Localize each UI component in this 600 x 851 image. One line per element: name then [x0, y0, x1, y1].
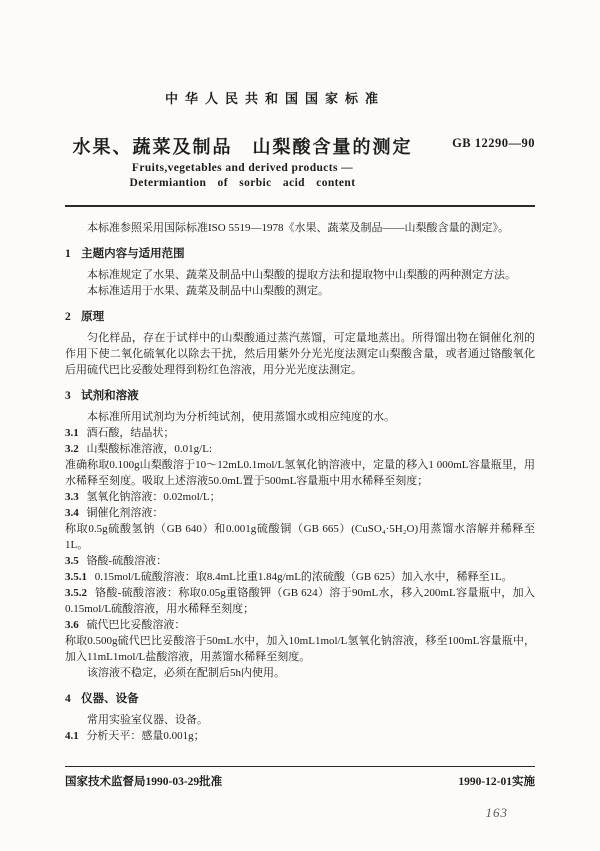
clause-number: 3.5.2	[65, 587, 87, 599]
document-body	[65, 220, 535, 744]
paragraph: 本标准适用于水果、蔬菜及制品中山梨酸的测定。	[87, 285, 329, 297]
clause-3-1	[65, 425, 535, 441]
paragraph: 该溶液不稳定，必须在配制后5h内使用。	[87, 667, 285, 679]
clause-number: 3.5	[65, 555, 79, 567]
title-row	[65, 133, 535, 159]
org-title: 中华人民共和国国家标准	[164, 91, 385, 106]
paragraph: 称取0.5g硫酸氢钠（GB 640）和0.001g硫酸铜（GB 665）(CuSO₄·5H₂O)用蒸馏水溶解并稀释至1L。	[65, 523, 535, 551]
intro-paragraph: 本标准参照采用国际标准ISO 5519—1978《水果、蔬菜及制品——山梨酸含量的测定》。	[87, 222, 509, 234]
section-number: 3	[65, 390, 71, 402]
paragraph: 匀化样品，存在于试样中的山梨酸通过蒸汽蒸馏，可定量地蒸出。所得馏出物在铜催化剂的作用下使二氧化硫氧化以除去干扰，然后用紫外分光光度法测定山梨酸含量，或者通过铬酸氧化后用硫代巴比妥酸处理得到粉红色溶液，用分光光度法测定。	[65, 332, 535, 376]
clause-text: 分析天平：感量0.001g；	[86, 730, 205, 742]
section-number: 2	[65, 311, 71, 323]
clause-number: 3.1	[65, 427, 79, 439]
clause-3-6	[65, 617, 535, 633]
paragraph: 本标准所用试剂均为分析纯试剂，使用蒸馏水或相应纯度的水。	[87, 411, 395, 423]
clause-3-5-1	[65, 569, 535, 585]
clause-text: 铜催化剂溶液：	[86, 507, 164, 519]
section-number: 4	[65, 693, 71, 705]
clause-number: 3.2	[65, 443, 79, 455]
clause-number: 3.4	[65, 507, 79, 519]
section-number: 1	[65, 248, 71, 260]
page-number: 163	[485, 805, 508, 820]
section-title: 试剂和溶液	[81, 390, 139, 402]
section-2-heading	[65, 309, 535, 325]
subtitle-en-line1: Fruits,vegetables and derived products —	[131, 162, 354, 174]
footer-approval: 国家技术监督局1990-03-29批准	[65, 776, 223, 788]
clause-text: 0.15mol/L硫酸溶液：取8.4mL比重1.84g/mL的浓硫酸（GB 625）加入水中，稀释至1L。	[94, 571, 513, 583]
clause-number: 4.1	[65, 730, 79, 742]
clause-3-3	[65, 489, 535, 505]
clause-text: 铬酸-硫酸溶液：称取0.05g重铬酸钾（GB 624）溶于90mL水，移入200mL容量瓶中，加入0.15mol/L硫酸溶液，用水稀释至刻度；	[65, 587, 535, 615]
section-title: 主题内容与适用范围	[81, 248, 185, 260]
subtitle-en-line2: Determiantion of sorbic acid content	[129, 177, 356, 189]
standard-code: GB 12290—90	[452, 136, 535, 150]
header-rule	[65, 205, 535, 207]
section-1-heading	[65, 246, 535, 262]
section-title: 原理	[81, 311, 105, 323]
paragraph: 称取0.500g硫代巴比妥酸溶于50mL水中，加入10mL1mol/L氢氧化钠溶液，移至100mL容量瓶中，加入11mL1mol/L盐酸溶液，用蒸馏水稀释至刻度。	[65, 635, 535, 663]
section-4-heading	[65, 691, 535, 707]
clause-text: 酒石酸，结晶状；	[86, 427, 175, 439]
clause-text: 铬酸-硫酸溶液：	[86, 555, 168, 567]
paragraph: 常用实验室仪器、设备。	[87, 714, 208, 726]
clause-number: 3.6	[65, 619, 79, 631]
clause-3-5	[65, 553, 535, 569]
clause-text: 氢氧化钠溶液：0.02mol/L；	[86, 491, 221, 503]
clause-number: 3.3	[65, 491, 79, 503]
clause-4-1	[65, 728, 535, 744]
paragraph: 本标准规定了水果、蔬菜及制品中山梨酸的提取方法和提取物中山梨酸的两种测定方法。	[87, 269, 516, 281]
clause-text: 山梨酸标准溶液，0.01g/L:	[86, 443, 213, 455]
clause-3-2	[65, 441, 535, 457]
clause-3-5-2	[65, 585, 535, 617]
section-3-heading	[65, 388, 535, 404]
document-footer	[65, 766, 535, 789]
doc-title: 水果、蔬菜及制品 山梨酸含量的测定	[72, 137, 413, 157]
clause-number: 3.5.1	[65, 571, 87, 583]
clause-text: 硫代巴比妥酸溶液：	[86, 619, 186, 631]
document-header	[65, 88, 535, 189]
paragraph: 准确称取0.100g山梨酸溶于10～12mL0.1mol/L氢氧化钠溶液中，定量的移入1 000mL容量瓶里，用水稀释至刻度。吸取上述溶液50.0mL置于500mL容量瓶中用水稀释至刻度；	[65, 459, 535, 487]
section-title: 仪器、设备	[81, 693, 139, 705]
clause-3-4	[65, 505, 535, 521]
footer-implementation: 1990-12-01实施	[458, 776, 535, 788]
